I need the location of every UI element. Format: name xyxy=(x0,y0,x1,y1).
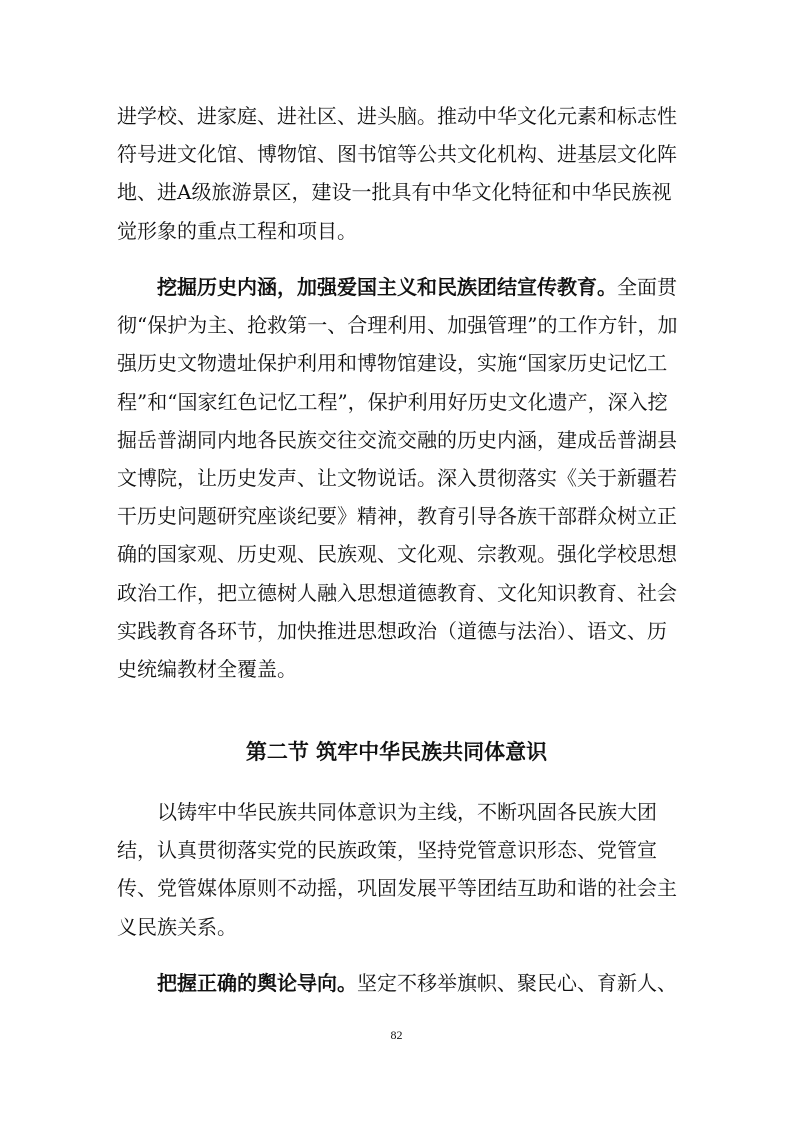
page-number: 82 xyxy=(390,1028,403,1042)
paragraph-lead-heading: 挖掘历史内涵，加强爱国主义和民族团结宣传教育。 xyxy=(157,275,617,299)
paragraph-lead-heading: 把握正确的舆论导向。 xyxy=(157,971,357,995)
paragraph-history-education xyxy=(117,268,680,688)
section-title: 第二节 筑牢中华民族共同体意识 xyxy=(245,740,548,764)
paragraph-body: 全面贯彻“保护为主、抢救第一、合理利用、加强管理”的工作方针，加强历史文物遗址保护利用和博物馆建设，实施“国家历史记忆工程”和“国家红色记忆工程”，保护利用好历史文化遗产，深入挖掘岳普湖同内地各民族交往交流交融的历史内涵，建成岳普湖县文博院，让历史发声、让文物说话。深入贯彻落实《关于新疆若干历史问题研究座谈纪要》精神，教育引导各族干部群众树立正确的国家观、历史观、民族观、文化观、宗教观。强化学校思想政治工作，把立德树人融入思想道德教育、文化知识教育、社会实践教育各环节，加快推进思想政治（道德与法治）、语文、历史统编教材全覆盖。 xyxy=(117,275,678,682)
paragraph-culture-symbols: 进学校、进家庭、进社区、进头脑。推动中华文化元素和标志性符号进文化馆、博物馆、图书馆等公共文化机构、进基层文化阵地、进A级旅游景区，建设一批具有中华文化特征和中华民族视觉形象的重点工程和项目。 xyxy=(117,104,677,243)
paragraph-public-opinion xyxy=(117,964,680,1002)
paragraph-body: 坚定不移举旗帜、聚民心、育新人、 xyxy=(357,971,677,995)
paragraph-national-unity: 以铸牢中华民族共同体意识为主线，不断巩固各民族大团结，认真贯彻落实党的民族政策，坚持党管意识形态、党管宣传、党管媒体原则不动摇，巩固发展平等团结互助和谐的社会主义民族关系。 xyxy=(117,800,677,939)
